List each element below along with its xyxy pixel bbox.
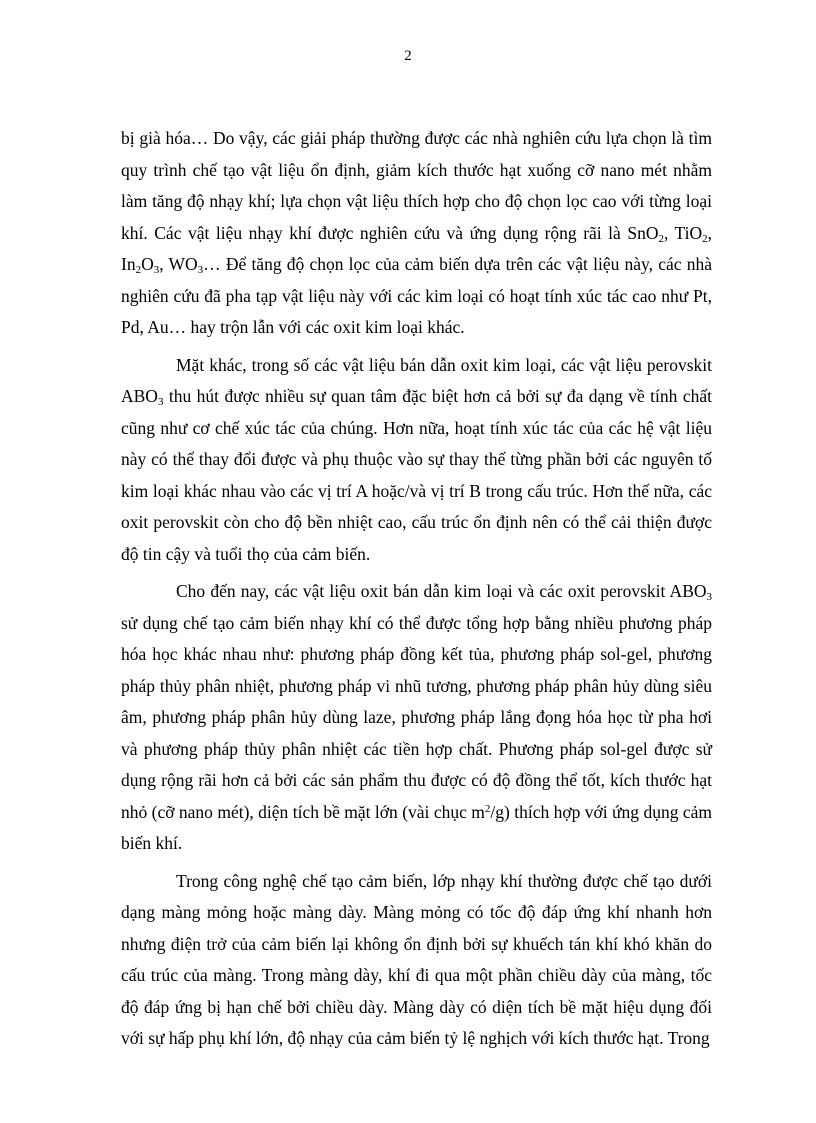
subscript: 3 (197, 264, 204, 276)
paragraph-2 (121, 350, 712, 571)
subscript: 2 (702, 232, 708, 245)
document-body (121, 123, 712, 1055)
paragraph-1-text: , TiO (663, 222, 703, 243)
paragraph-1-text: bị già hóa… Do vậy, các giải pháp thường được các nhà nghiên cứu lựa chọn là tìm quy trình chế tạo vật liệu ổn định, giảm kích thước hạt xuống cỡ nano mét nhằm làm tăng độ nhạy khí; lựa chọn vật liệu thích hợp cho độ chọn lọc cao với từng loại khí. Các vật liệu nhạy khí được nghiên cứu và ứng dụng rộng rãi là SnO (121, 128, 712, 243)
paragraph-1-text: , In (121, 222, 712, 274)
subscript: 3 (706, 591, 712, 603)
paragraph-2-text: thu hút được nhiều sự quan tâm đặc biệt hơn cả bởi sự đa dạng về tính chất cũng như cơ chế xúc tác của chúng. Hơn nữa, hoạt tính xúc tác của các hệ vật liệu này có thể thay đổi được và phụ thuộc vào sự thay thế từng phần bởi các nguyên tố kim loại khác nhau vào các vị trí A hoặc/và vị trí B trong cấu trúc. Hơn thế nữa, các oxit perovskit còn cho độ bền nhiệt cao, cấu trúc ổn định nên có thể cải thiện được độ tin cậy và tuổi thọ của cảm biến. (121, 386, 712, 564)
paragraph-3-text: Cho đến nay, các vật liệu oxit bán dẫn kim loại và các oxit perovskit ABO (176, 581, 707, 601)
paragraph-4 (121, 866, 712, 1055)
paragraph-2-text: Mặt khác, trong số các vật liệu bán dẫn oxit kim loại, các vật liệu perovskit ABO (121, 354, 712, 406)
paragraph-3 (121, 576, 712, 860)
paragraph-1 (121, 123, 712, 344)
paragraph-1-text: , WO (159, 254, 198, 274)
paragraph-4-text: Trong công nghệ chế tạo cảm biến, lớp nhạy khí thường được chế tạo dưới dạng màng mỏng hoặc màng dày. Màng mỏng có tốc độ đáp ứng khí nhanh hơn nhưng điện trở của cảm biến lại không ổn định bởi sự khuếch tán khí khó khăn do cấu trúc của màng. Trong màng dày, khí đi qua một phần chiều dày của màng, tốc độ đáp ứng bị hạn chế bởi chiều dày. Màng dày có diện tích bề mặt hiệu dụng đối với sự hấp phụ khí lớn, độ nhạy của cảm biến tỷ lệ nghịch với kích thước hạt. Trong (121, 870, 712, 1048)
paragraph-1-text: O (141, 254, 154, 274)
superscript: 2 (484, 802, 491, 815)
paragraph-3-text: /g) thích hợp với ứng dụng cảm biến khí. (121, 801, 712, 853)
paragraph-1-text: … Để tăng độ chọn lọc của cảm biến dựa trên các vật liệu này, các nhà nghiên cứu đã pha tạp vật liệu này với các kim loại có hoạt tính xúc tác cao như Pt, Pd, Au… hay trộn lẫn với các oxit kim loại khác. (121, 254, 713, 337)
paragraph-3-text: sử dụng chế tạo cảm biến nhạy khí có thể được tổng hợp bằng nhiều phương pháp hóa học khác nhau như: phương pháp đồng kết tủa, phương pháp sol-gel, phương pháp thủy phân nhiệt, phương pháp vi nhũ tương, phương pháp phân hủy dùng siêu âm, phương pháp phân hủy dùng laze, phương pháp lắng đọng hóa học từ pha hơi và phương pháp thủy phân nhiệt các tiền hợp chất. Phương pháp sol-gel được sử dụng rộng rãi hơn cả bởi các sản phẩm thu được có độ đồng thể tốt, kích thước hạt nhỏ (cỡ nano mét), diện tích bề mặt lớn (vài chục m (121, 612, 712, 822)
subscript: 2 (135, 264, 142, 276)
subscript: 2 (658, 232, 664, 245)
subscript: 3 (153, 264, 160, 276)
subscript: 3 (157, 396, 164, 408)
page-number: 2 (404, 48, 412, 64)
